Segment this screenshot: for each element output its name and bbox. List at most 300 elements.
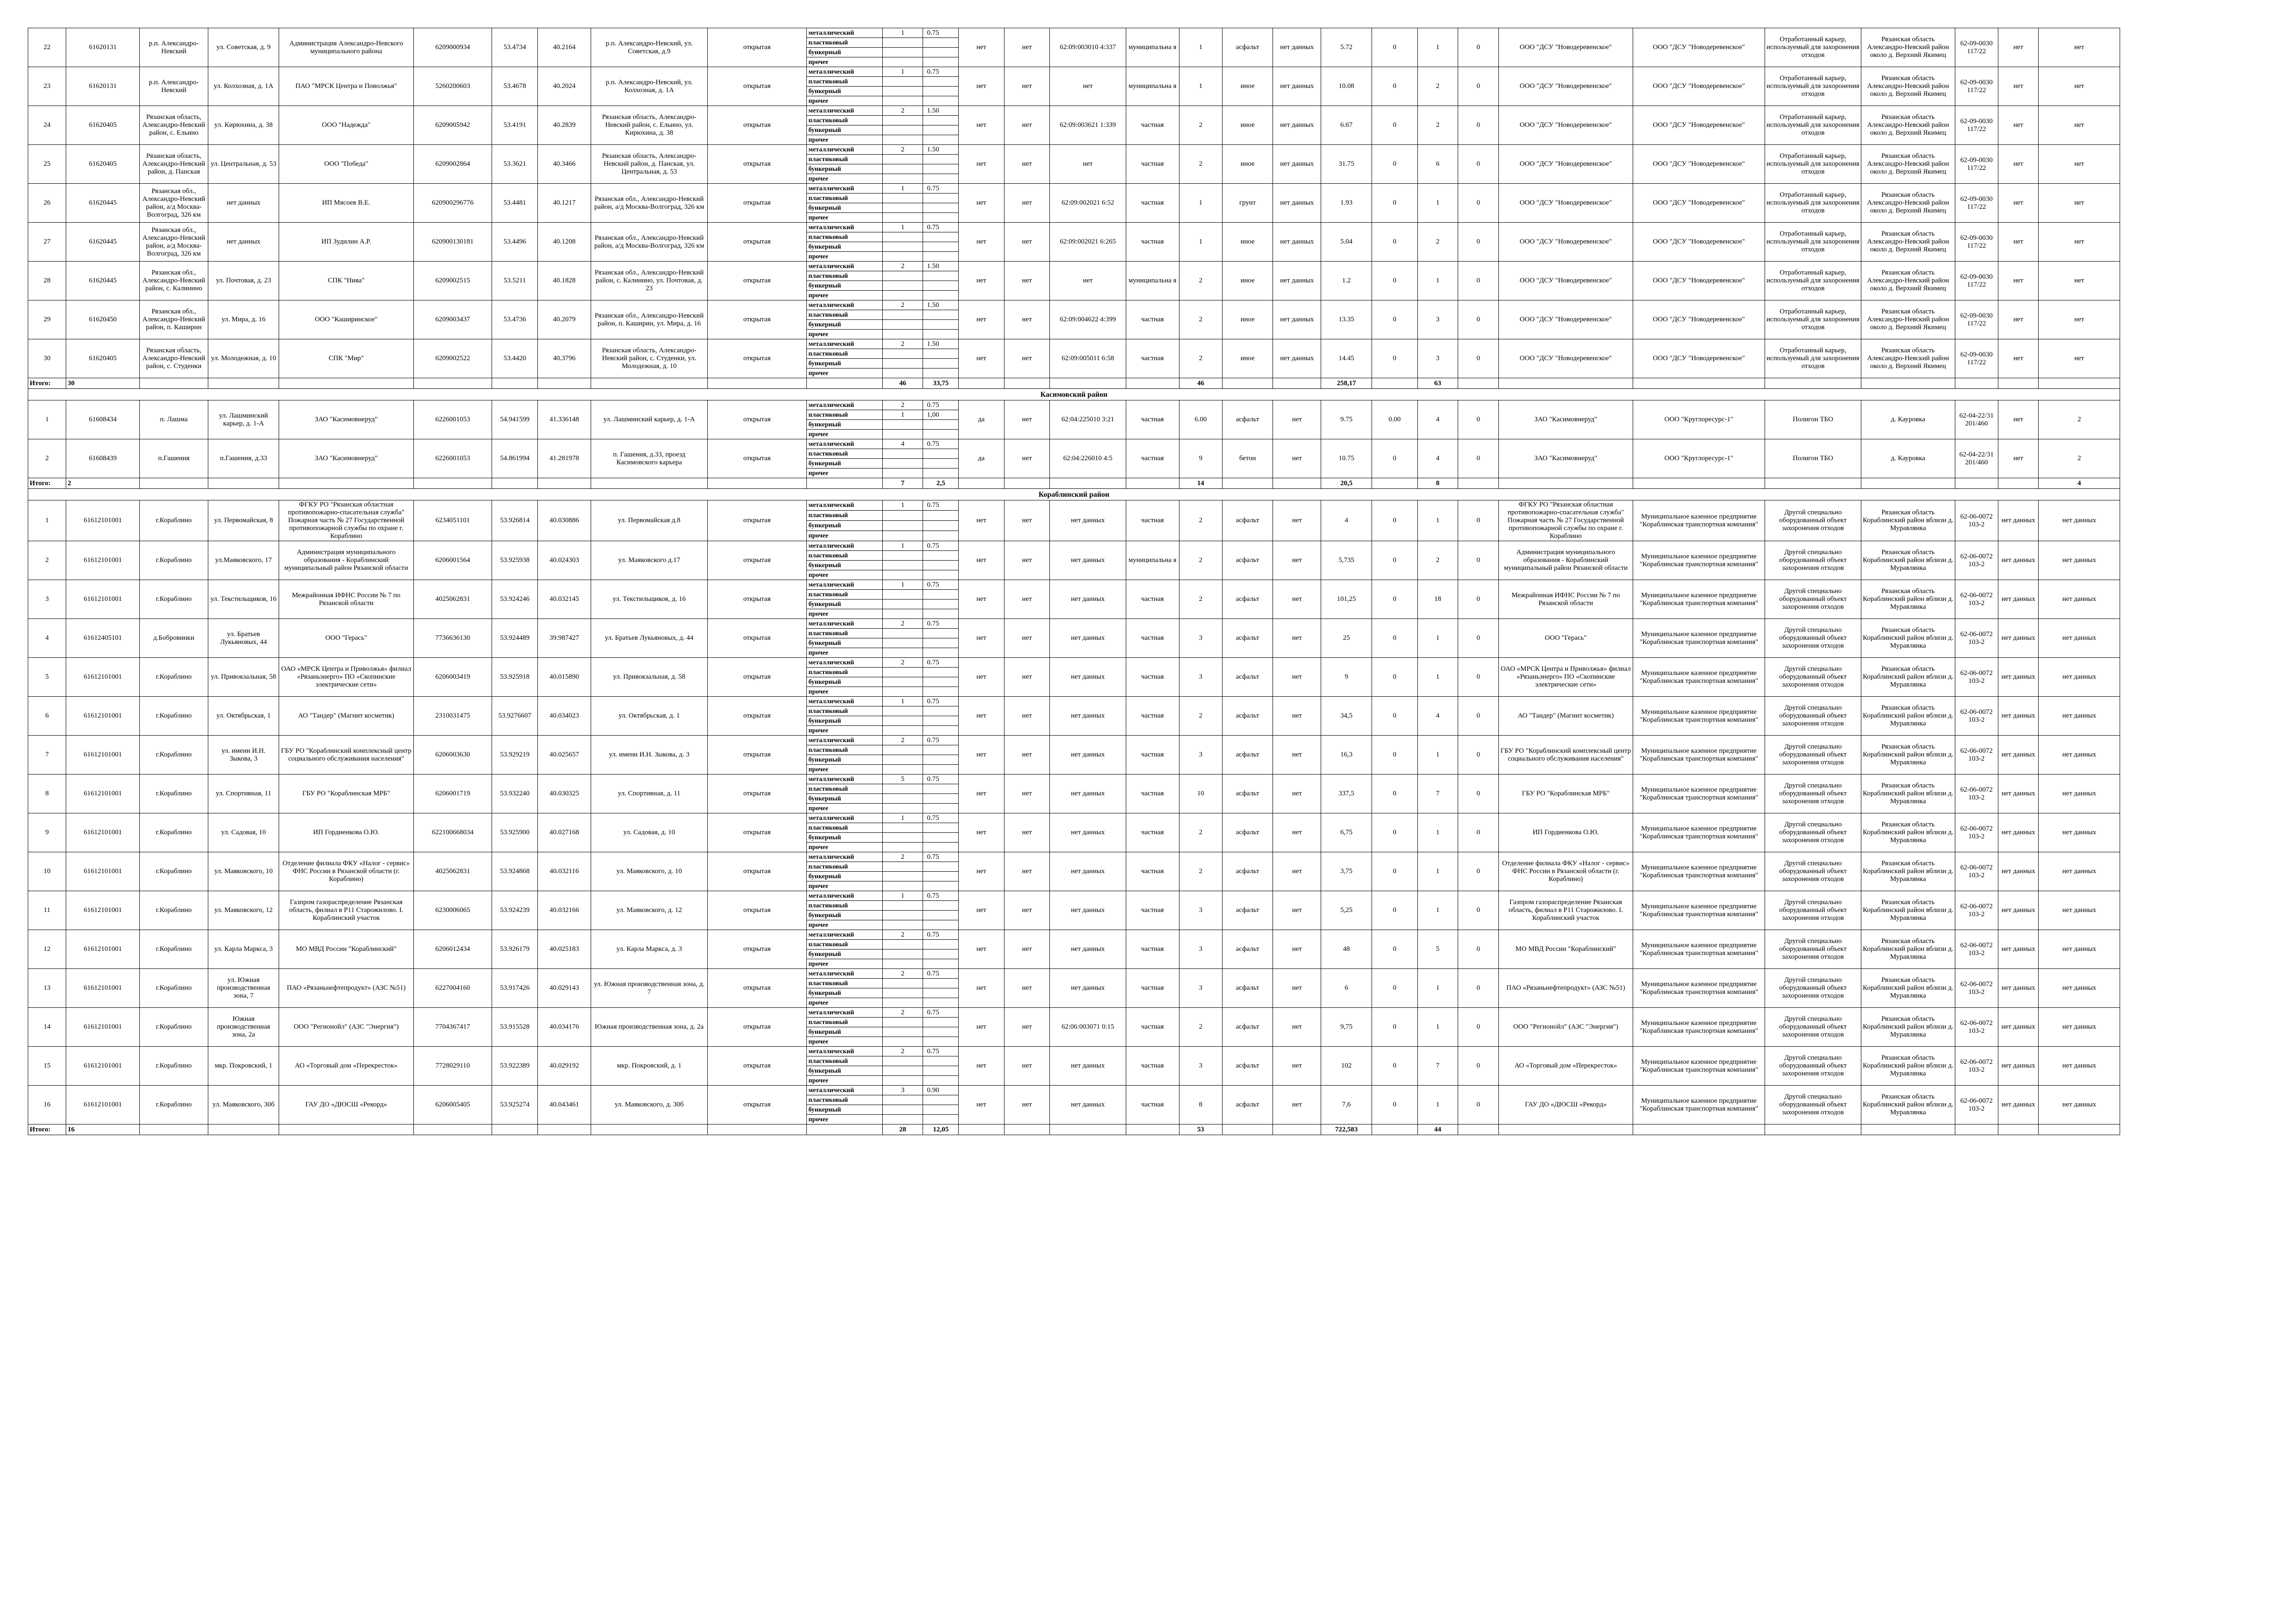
total-vol: 33,75: [923, 378, 959, 389]
container-volume: [923, 745, 959, 755]
cell-location: Рязанская область Кораблинский район вблизи д. Муравлянка: [1861, 1047, 1955, 1086]
container-qty: [882, 349, 923, 359]
container-volume: [923, 570, 959, 580]
table-cell: [959, 1124, 1004, 1135]
container-type-label: пластиковый: [806, 745, 882, 755]
container-type-label: металлический: [806, 930, 882, 940]
cell-cover: асфальт: [1222, 697, 1273, 736]
cell-site: р.п. Александро-Невский, ул. Советская, д.9: [591, 28, 707, 67]
cell-site: ул. Первомайская д.8: [591, 500, 707, 541]
cell-oktmo: 61620405: [66, 339, 140, 378]
table-cell: [1126, 478, 1179, 489]
cell-fence: нет: [1273, 1008, 1321, 1047]
cell-facility: Отработанный карьер, используемый для захоронения отходов: [1765, 184, 1861, 223]
cell-c1: нет: [959, 339, 1004, 378]
container-qty: [882, 668, 923, 677]
cell-carrier: Муниципальное казенное предприятие "Кораблинская транспортная компания": [1633, 541, 1765, 580]
cell-location: Рязанская область Александро-Невский район около д. Верхний Якимец: [1861, 262, 1955, 300]
cell-v4: 0: [1458, 400, 1499, 439]
cell-location: Рязанская область Александро-Невский район около д. Верхний Якимец: [1861, 67, 1955, 106]
cell-cadastre: 62:09:005011 6:58: [1050, 339, 1126, 378]
cell-cadastre: нет данных: [1050, 813, 1126, 852]
table-row: [28, 1008, 2120, 1018]
cell-v4: 0: [1458, 1008, 1499, 1047]
cell-facility: Другой специально оборудованный объект захоронения отходов: [1765, 658, 1861, 697]
cell-c1: нет: [959, 813, 1004, 852]
cell-owner: ПАО "МРСК Центра и Поволжья": [279, 67, 413, 106]
cell-inn: 6226001053: [413, 400, 492, 439]
cell-e1: нет: [1998, 106, 2039, 145]
cell-c2: нет: [1004, 300, 1050, 339]
container-qty: [882, 459, 923, 468]
container-type-label: прочее: [806, 57, 882, 67]
cell-type: открытая: [707, 930, 806, 969]
cell-lon: 40.1828: [537, 262, 591, 300]
container-type-label: металлический: [806, 28, 882, 38]
cell-fence: нет: [1273, 736, 1321, 775]
cell-e2: нет: [2039, 106, 2120, 145]
cell-e2: нет: [2039, 184, 2120, 223]
cell-settlement: п.Гашения: [140, 439, 208, 478]
container-qty: [882, 96, 923, 106]
container-volume: 0.75: [923, 1008, 959, 1018]
cell-cadastre: 62:09:003010 4:337: [1050, 28, 1126, 67]
cell-v2: 0: [1372, 1047, 1417, 1086]
cell-c2: нет: [1004, 1086, 1050, 1124]
total-vol: 12,05: [923, 1124, 959, 1135]
container-qty: [882, 794, 923, 804]
container-qty: [882, 48, 923, 57]
table-cell: [1273, 478, 1321, 489]
cell-cadastre: нет: [1050, 262, 1126, 300]
cell-license: 62-09-0030 117/22: [1955, 300, 1998, 339]
cell-facility: Отработанный карьер, используемый для захоронения отходов: [1765, 28, 1861, 67]
cell-e2: нет данных: [2039, 969, 2120, 1008]
table-cell: [1273, 1124, 1321, 1135]
total-volume: 722,583: [1321, 1124, 1372, 1135]
container-qty: 2: [882, 1008, 923, 1018]
container-type-label: бункерный: [806, 755, 882, 765]
table-row: [28, 500, 2120, 511]
cell-area: 2: [1179, 500, 1222, 541]
container-volume: [923, 511, 959, 521]
cell-c2: нет: [1004, 891, 1050, 930]
cell-c2: нет: [1004, 852, 1050, 891]
cell-facility: Другой специально оборудованный объект захоронения отходов: [1765, 891, 1861, 930]
cell-lat: 53.926814: [492, 500, 538, 541]
cell-e2: нет данных: [2039, 619, 2120, 658]
container-type-label: прочее: [806, 468, 882, 478]
total-v3: 63: [1417, 378, 1458, 389]
cell-fence: нет данных: [1273, 145, 1321, 184]
container-volume: [923, 843, 959, 852]
cell-lon: 40.029192: [537, 1047, 591, 1086]
container-qty: 2: [882, 400, 923, 410]
container-type-label: прочее: [806, 1115, 882, 1124]
cell-c1: нет: [959, 775, 1004, 813]
container-type-label: металлический: [806, 339, 882, 349]
cell-area: 6.00: [1179, 400, 1222, 439]
container-qty: [882, 920, 923, 930]
cell-cover: иное: [1222, 262, 1273, 300]
cell-v4: 0: [1458, 697, 1499, 736]
cell-c2: нет: [1004, 541, 1050, 580]
container-type-label: бункерный: [806, 459, 882, 468]
container-volume: 0.75: [923, 775, 959, 784]
container-type-label: пластиковый: [806, 784, 882, 794]
cell-oktmo: 61612101001: [66, 891, 140, 930]
cell-n: 2: [28, 439, 66, 478]
container-volume: [923, 349, 959, 359]
container-qty: [882, 998, 923, 1008]
container-qty: [882, 242, 923, 252]
cell-inn: 6206012434: [413, 930, 492, 969]
container-volume: [923, 1056, 959, 1066]
cell-type: открытая: [707, 775, 806, 813]
total-count: 30: [66, 378, 140, 389]
container-volume: 0.75: [923, 439, 959, 449]
total-v3: 44: [1417, 1124, 1458, 1135]
container-volume: [923, 600, 959, 609]
cell-c1: да: [959, 439, 1004, 478]
cell-cadastre: нет данных: [1050, 619, 1126, 658]
container-qty: [882, 629, 923, 638]
cell-e2: нет данных: [2039, 697, 2120, 736]
cell-owner: ГБУ РО "Кораблинская МРБ": [279, 775, 413, 813]
cell-n: 8: [28, 775, 66, 813]
cell-c1: нет: [959, 736, 1004, 775]
container-type-label: пластиковый: [806, 940, 882, 949]
cell-lon: 40.034023: [537, 697, 591, 736]
cell-e2: 2: [2039, 439, 2120, 478]
cell-cadastre: нет данных: [1050, 930, 1126, 969]
container-volume: [923, 940, 959, 949]
cell-e1: нет данных: [1998, 852, 2039, 891]
cell-cover: иное: [1222, 67, 1273, 106]
container-volume: 0.75: [923, 400, 959, 410]
container-type-label: пластиковый: [806, 979, 882, 988]
total-qty: 7: [882, 478, 923, 489]
container-qty: 2: [882, 300, 923, 310]
cell-site: ул. Карла Маркса, д. 3: [591, 930, 707, 969]
cell-e1: нет данных: [1998, 541, 2039, 580]
cell-area: 3: [1179, 969, 1222, 1008]
container-qty: [882, 77, 923, 87]
cell-address: ул. Мира, д. 16: [208, 300, 279, 339]
container-volume: [923, 48, 959, 57]
cell-settlement: г.Кораблино: [140, 658, 208, 697]
cell-site: ул. Южная производственная зона, д. 7: [591, 969, 707, 1008]
cell-inn: 7736636130: [413, 619, 492, 658]
container-type-label: прочее: [806, 570, 882, 580]
cell-v3: 18: [1417, 580, 1458, 619]
cell-area: 3: [1179, 891, 1222, 930]
container-volume: [923, 174, 959, 184]
container-volume: 1.50: [923, 262, 959, 271]
container-volume: [923, 449, 959, 459]
cell-cadastre: нет: [1050, 67, 1126, 106]
total-count: 2: [66, 478, 140, 489]
container-type-label: бункерный: [806, 320, 882, 330]
cell-cadastre: нет данных: [1050, 775, 1126, 813]
cell-volume: 3,75: [1321, 852, 1372, 891]
cell-e2: нет данных: [2039, 541, 2120, 580]
container-volume: [923, 1095, 959, 1105]
cell-cadastre: 62:09:002021 6:265: [1050, 223, 1126, 262]
cell-type: открытая: [707, 67, 806, 106]
container-qty: [882, 449, 923, 459]
cell-cover: асфальт: [1222, 736, 1273, 775]
cell-location: Рязанская область Александро-Невский район около д. Верхний Якимец: [1861, 184, 1955, 223]
cell-volume: 10.75: [1321, 439, 1372, 478]
container-type-label: металлический: [806, 969, 882, 979]
cell-cover: асфальт: [1222, 775, 1273, 813]
cell-site: п. Гашения, д.33, проезд Касимовского карьера: [591, 439, 707, 478]
cell-c2: нет: [1004, 697, 1050, 736]
cell-oktmo: 61620405: [66, 106, 140, 145]
cell-v4: 0: [1458, 262, 1499, 300]
cell-type: открытая: [707, 852, 806, 891]
cell-ownership: муниципальна я: [1126, 28, 1179, 67]
cell-operator: Межрайонная ИФНС России № 7 по Рязанской области: [1498, 580, 1633, 619]
total-qty: 28: [882, 1124, 923, 1135]
cell-area: 1: [1179, 223, 1222, 262]
cell-lon: 40.030886: [537, 500, 591, 541]
cell-fence: нет: [1273, 891, 1321, 930]
container-volume: 0.75: [923, 658, 959, 668]
cell-volume: 101,25: [1321, 580, 1372, 619]
cell-operator: АО «Торговый дом «Перекресток»: [1498, 1047, 1633, 1086]
cell-v4: 0: [1458, 619, 1499, 658]
container-qty: [882, 281, 923, 291]
cell-v3: 1: [1417, 500, 1458, 541]
cell-v3: 1: [1417, 736, 1458, 775]
cell-volume: 5.72: [1321, 28, 1372, 67]
cell-e1: нет данных: [1998, 1047, 2039, 1086]
cell-facility: Другой специально оборудованный объект захоронения отходов: [1765, 580, 1861, 619]
cell-fence: нет: [1273, 813, 1321, 852]
cell-location: Рязанская область Кораблинский район вблизи д. Муравлянка: [1861, 775, 1955, 813]
cell-oktmo: 61620445: [66, 262, 140, 300]
container-volume: [923, 1037, 959, 1047]
table-row: [28, 400, 2120, 410]
container-qty: [882, 125, 923, 135]
cell-cover: асфальт: [1222, 619, 1273, 658]
cell-address: ул. Спортивная, 11: [208, 775, 279, 813]
cell-cadastre: нет данных: [1050, 736, 1126, 775]
cell-owner: ООО "Герась": [279, 619, 413, 658]
cell-settlement: Рязанская обл., Александро-Невский район, а/д Москва-Волгоград, 326 км: [140, 184, 208, 223]
container-type-label: металлический: [806, 106, 882, 116]
cell-inn: 4025062831: [413, 580, 492, 619]
container-type-label: бункерный: [806, 242, 882, 252]
cell-volume: 6,75: [1321, 813, 1372, 852]
cell-cadastre: 62:04:226010 4:5: [1050, 439, 1126, 478]
container-type-label: прочее: [806, 430, 882, 439]
container-qty: [882, 833, 923, 843]
container-type-label: пластиковый: [806, 1018, 882, 1027]
cell-lat: 53.4678: [492, 67, 538, 106]
cell-owner: МО МВД России "Кораблинский": [279, 930, 413, 969]
container-type-label: прочее: [806, 998, 882, 1008]
cell-owner: ГБУ РО "Кораблинский комплексный центр социального обслуживания населения": [279, 736, 413, 775]
cell-v2: 0: [1372, 439, 1417, 478]
cell-license: 62-06-0072 103-2: [1955, 697, 1998, 736]
cell-lat: 53.925918: [492, 658, 538, 697]
cell-v2: 0: [1372, 1086, 1417, 1124]
cell-facility: Полигон ТБО: [1765, 439, 1861, 478]
cell-carrier: Муниципальное казенное предприятие "Кораблинская транспортная компания": [1633, 852, 1765, 891]
cell-cadastre: нет данных: [1050, 580, 1126, 619]
cell-area: 3: [1179, 658, 1222, 697]
container-type-label: пластиковый: [806, 590, 882, 600]
container-type-label: пластиковый: [806, 1056, 882, 1066]
cell-volume: 337,5: [1321, 775, 1372, 813]
cell-cover: иное: [1222, 106, 1273, 145]
total-v3: 8: [1417, 478, 1458, 489]
cell-ownership: частная: [1126, 300, 1179, 339]
waste-sites-register-table: [28, 28, 2120, 1135]
container-qty: 2: [882, 339, 923, 349]
cell-v3: 7: [1417, 1047, 1458, 1086]
cell-volume: 14.45: [1321, 339, 1372, 378]
container-volume: [923, 609, 959, 619]
cell-facility: Другой специально оборудованный объект захоронения отходов: [1765, 852, 1861, 891]
cell-carrier: Муниципальное казенное предприятие "Кораблинская транспортная компания": [1633, 1086, 1765, 1124]
container-type-label: прочее: [806, 330, 882, 339]
cell-c1: нет: [959, 184, 1004, 223]
cell-lat: 53.917426: [492, 969, 538, 1008]
cell-c2: нет: [1004, 1047, 1050, 1086]
cell-type: открытая: [707, 891, 806, 930]
table-cell: [1050, 478, 1126, 489]
cell-lat: 53.4496: [492, 223, 538, 262]
table-cell: [1372, 478, 1417, 489]
cell-cadastre: нет данных: [1050, 500, 1126, 541]
cell-facility: Другой специально оборудованный объект захоронения отходов: [1765, 813, 1861, 852]
container-type-label: пластиковый: [806, 155, 882, 164]
cell-v2: 0: [1372, 300, 1417, 339]
container-qty: [882, 330, 923, 339]
container-qty: [882, 600, 923, 609]
cell-owner: ООО "Регионойл" (АЗС "Энергия"): [279, 1008, 413, 1047]
container-qty: [882, 203, 923, 213]
container-volume: [923, 135, 959, 145]
table-row: [28, 439, 2120, 449]
container-type-label: пластиковый: [806, 116, 882, 125]
cell-lon: 40.2079: [537, 300, 591, 339]
container-qty: [882, 155, 923, 164]
cell-n: 10: [28, 852, 66, 891]
cell-v2: 0: [1372, 145, 1417, 184]
cell-lon: 40.025657: [537, 736, 591, 775]
cell-fence: нет: [1273, 852, 1321, 891]
container-type-label: металлический: [806, 262, 882, 271]
container-type-label: металлический: [806, 580, 882, 590]
cell-e2: 2: [2039, 400, 2120, 439]
container-qty: 1: [882, 813, 923, 823]
cell-inn: 6209002515: [413, 262, 492, 300]
container-type-label: прочее: [806, 213, 882, 223]
cell-site: ул. Маяковского, д. 12: [591, 891, 707, 930]
total-row: [28, 378, 2120, 389]
container-qty: [882, 359, 923, 369]
container-qty: [882, 804, 923, 813]
cell-carrier: Муниципальное казенное предприятие "Кораблинская транспортная компания": [1633, 813, 1765, 852]
cell-lon: 40.2024: [537, 67, 591, 106]
container-type-label: бункерный: [806, 638, 882, 648]
cell-settlement: Рязанская область, Александро-Невский район, с. Студенки: [140, 339, 208, 378]
table-cell: [279, 1124, 413, 1135]
cell-settlement: р.п. Александро-Невский: [140, 28, 208, 67]
cell-cover: асфальт: [1222, 1047, 1273, 1086]
container-type-label: бункерный: [806, 716, 882, 726]
cell-owner: Администрация Александро-Невского муниципального района: [279, 28, 413, 67]
cell-ownership: частная: [1126, 736, 1179, 775]
cell-settlement: г.Кораблино: [140, 541, 208, 580]
container-volume: [923, 320, 959, 330]
cell-c1: нет: [959, 580, 1004, 619]
container-qty: [882, 590, 923, 600]
table-cell: [1498, 478, 1633, 489]
cell-carrier: Муниципальное казенное предприятие "Кораблинская транспортная компания": [1633, 580, 1765, 619]
container-volume: 0.75: [923, 67, 959, 77]
cell-inn: 6209000934: [413, 28, 492, 67]
container-qty: 1: [882, 184, 923, 194]
table-cell: [208, 378, 279, 389]
cell-lon: 41.336148: [537, 400, 591, 439]
container-type-label: бункерный: [806, 561, 882, 570]
table-cell: [1222, 1124, 1273, 1135]
table-cell: [591, 378, 707, 389]
cell-lat: 53.5211: [492, 262, 538, 300]
container-volume: [923, 271, 959, 281]
total-e2: 4: [2039, 478, 2120, 489]
district-name: Кораблинский район: [28, 489, 2120, 500]
container-type-label: прочее: [806, 291, 882, 300]
cell-area: 2: [1179, 580, 1222, 619]
cell-lat: 53.4736: [492, 300, 538, 339]
cell-operator: МО МВД России "Кораблинский": [1498, 930, 1633, 969]
cell-v4: 0: [1458, 439, 1499, 478]
container-qty: [882, 1066, 923, 1076]
container-volume: 0.75: [923, 619, 959, 629]
container-volume: 0.75: [923, 813, 959, 823]
cell-v4: 0: [1458, 969, 1499, 1008]
cell-e1: нет: [1998, 67, 2039, 106]
cell-ownership: частная: [1126, 619, 1179, 658]
cell-e2: нет: [2039, 223, 2120, 262]
container-type-label: бункерный: [806, 521, 882, 531]
cell-lat: 54.861994: [492, 439, 538, 478]
district-header-row: [28, 489, 2120, 500]
cell-operator: ЗАО "Касимовнеруд": [1498, 400, 1633, 439]
cell-ownership: частная: [1126, 1086, 1179, 1124]
cell-v3: 1: [1417, 1008, 1458, 1047]
cell-c2: нет: [1004, 67, 1050, 106]
container-qty: 2: [882, 736, 923, 745]
cell-license: 62-09-0030 117/22: [1955, 106, 1998, 145]
cell-n: 13: [28, 969, 66, 1008]
cell-lon: 40.025183: [537, 930, 591, 969]
cell-e2: нет данных: [2039, 852, 2120, 891]
cell-oktmo: 61620405: [66, 145, 140, 184]
cell-volume: 5,25: [1321, 891, 1372, 930]
cell-type: открытая: [707, 145, 806, 184]
total-volume: 258,17: [1321, 378, 1372, 389]
cell-area: 2: [1179, 262, 1222, 300]
cell-settlement: г.Кораблино: [140, 697, 208, 736]
